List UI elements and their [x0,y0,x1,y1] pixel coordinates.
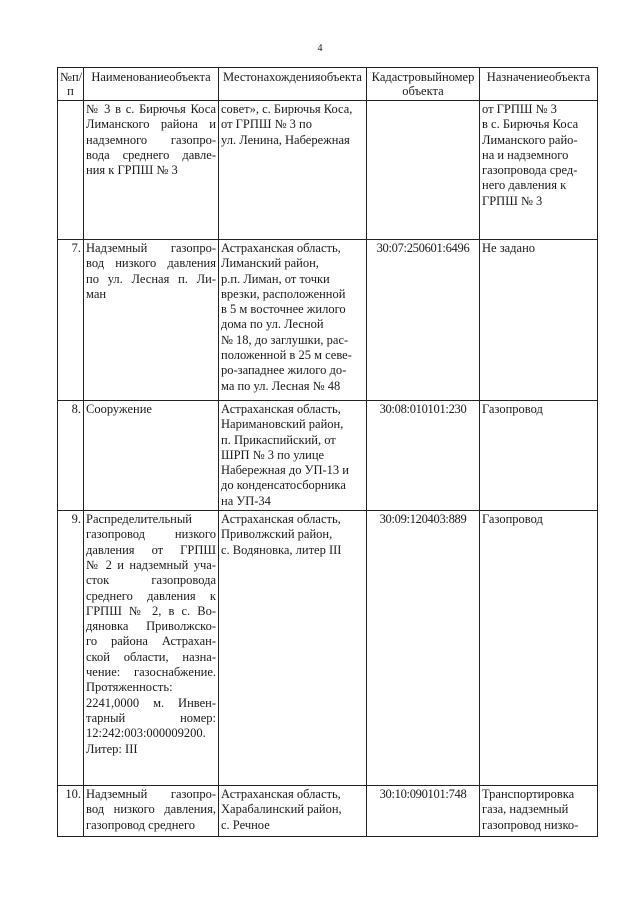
object-location: Астраханская область, Лиманский район, р.п. Лиман, от точки врезки, расположенной в 5 м восточнее жилого дома по ул. Лесной № 18, до заглушки, рас- положенной в 25 м севе- ро-западнее жилого до- ма по ул. Лесная № 48 [219,240,367,401]
object-location: Астраханская область, Харабалинский район, с. Речное [219,786,367,837]
object-name: Сооружение [84,401,219,511]
registry-table [57,67,598,837]
cadastral-number: 30:09:120403:889 [367,511,480,786]
object-purpose: Транспортировка газа, надземный газопровод низко- [480,786,598,837]
object-purpose: Не задано [480,240,598,401]
row-number: 9. [58,511,84,786]
row-number [58,101,84,240]
header-name: Наименованиеобъекта [84,68,219,101]
cadastral-number [367,101,480,240]
cadastral-number: 30:08:010101:230 [367,401,480,511]
object-purpose: Газопровод [480,401,598,511]
object-location: совет», с. Бирючья Коса, от ГРПШ № 3 по ул. Ленина, Набережная [219,101,367,240]
cadastral-number: 30:07:250601:6496 [367,240,480,401]
table-row [58,401,598,511]
row-number: 10. [58,786,84,837]
table-header-row [58,68,598,101]
header-cadastral: Кадастровыйномер объекта [367,68,480,101]
table-row [58,240,598,401]
object-location: Астраханская область, Наримановский район, п. Прикаспийский, от ШРП № 3 по улице Набережная до УП-13 и до конденсатосборника на УП-34 [219,401,367,511]
header-purpose: Назначениеобъекта [480,68,598,101]
object-purpose: Газопровод [480,511,598,786]
row-number: 7. [58,240,84,401]
object-name: № 3 в с. Бирючья Коса Лиманского района и надземного газопро- вода среднего давле- ния к ГРПШ № 3 [84,101,219,240]
header-number: №п/п [58,68,84,101]
object-name: Надземный газопро- вод низкого давления, газопровод среднего [84,786,219,837]
object-name: Распределительный газопровод низкого давления от ГРПШ № 2 и надземный уча- сток газопровода среднего давления к ГРПШ № 2, в с. Во- дяновка Приволжско- го района Астрахан- ской области, назна- чение: газоснабжение. Протяженность: 2241,0000 м. Инвен- тарный номер: 12:242:003:000009200. Литер: III [84,511,219,786]
row-number: 8. [58,401,84,511]
object-name: Надземный газопро- вод низкого давления по ул. Лесная п. Ли- ман [84,240,219,401]
table-row [58,511,598,786]
object-location: Астраханская область, Приволжский район, с. Водяновка, литер III [219,511,367,786]
page-number: 4 [317,43,323,54]
header-location: Местонахожденияобъекта [219,68,367,101]
object-purpose: от ГРПШ № 3 в с. Бирючья Коса Лиманского райо- на и надземного газопровода сред- него давления к ГРПШ № 3 [480,101,598,240]
table-row [58,101,598,240]
cadastral-number: 30:10:090101:748 [367,786,480,837]
table-row [58,786,598,837]
